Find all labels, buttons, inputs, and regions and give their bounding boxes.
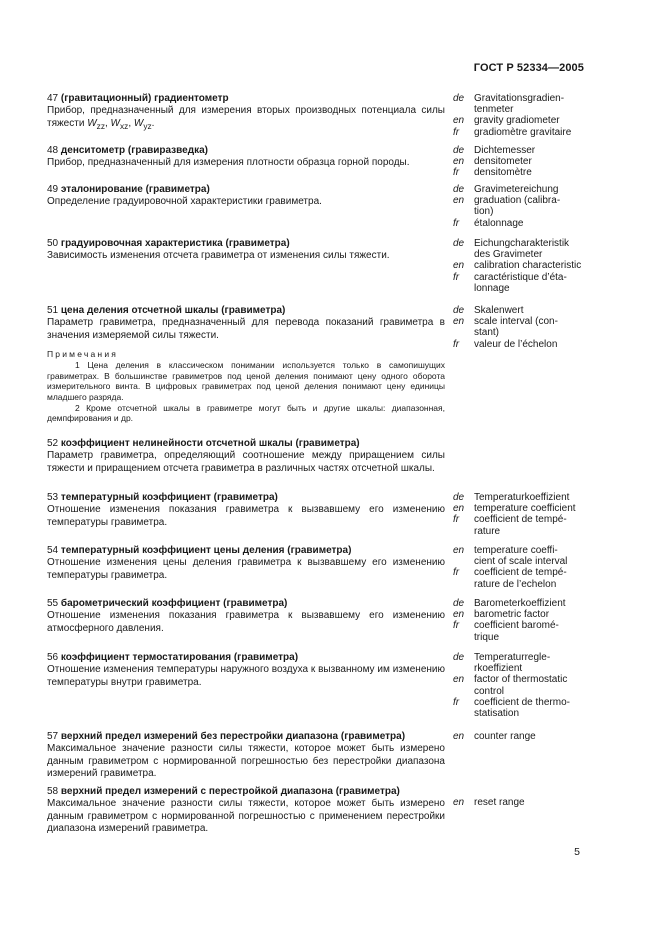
foreign-term: [453, 206, 631, 217]
foreign-term: [453, 316, 631, 327]
notes-body: [47, 360, 445, 424]
term-number: 58: [47, 786, 61, 797]
term-name: температурный коэффициент цены деления (гравиметра): [60, 545, 352, 556]
term-definition: Отношение изменения цены деления гравиметра к вызвавшему его изменению температуры гравиметра.: [47, 557, 445, 581]
term-number: 57: [47, 731, 61, 742]
language-code: en: [453, 731, 465, 742]
foreign-term: [453, 609, 631, 620]
foreign-term-text: tenmeter: [474, 104, 514, 116]
term-definition: Параметр гравиметра, предназначенный для перевода показаний гравиметра в значения измеряемой силы тяжести.: [47, 317, 445, 341]
language-code: de: [453, 492, 465, 503]
foreign-term: [453, 305, 631, 316]
term-title: [47, 438, 445, 450]
foreign-term: [453, 195, 631, 206]
language-code: en: [453, 195, 465, 207]
language-code: [453, 327, 474, 338]
foreign-term: [453, 272, 631, 283]
term-definition: Определение градуировочной характеристики гравиметра.: [47, 196, 322, 208]
foreign-term: [453, 674, 631, 685]
language-code: [453, 283, 474, 294]
foreign-term-text: rkoeffizient: [474, 663, 523, 675]
term-definition: Зависимость изменения отсчета гравиметра от изменения силы тяжести.: [47, 250, 390, 262]
language-code: de: [453, 145, 465, 156]
foreign-term-text: coefficient baromé-: [474, 620, 559, 632]
language-code: fr: [453, 126, 460, 138]
language-code: [453, 556, 474, 567]
term-definition: Прибор, предназначенный для измерения вторых производных потенциала силы тяжести $W_{zz}$, $W_{xz}$, $W_{yz}$.: [47, 105, 445, 131]
foreign-term-text: Dichtemesser: [474, 145, 536, 156]
term-definition-block: [47, 786, 445, 835]
foreign-term: [453, 492, 631, 503]
term-title: [47, 238, 445, 250]
term-name: коэффициент нелинейности отсчетной шкалы (гравиметра): [60, 438, 360, 449]
foreign-equivalents: [453, 731, 631, 742]
language-code: [453, 786, 474, 797]
term-title: [47, 184, 445, 196]
foreign-term-text: Gravitationsgradien-: [474, 93, 565, 104]
term-definition: Максимальное значение разности силы тяжести, которое может быть измерено данным гравиметром с нормированной погрешностью без перестройки диапазона измерений гравиметра.: [47, 743, 445, 779]
foreign-term-text: [474, 786, 631, 797]
language-code: en: [453, 316, 465, 328]
language-code: [453, 526, 474, 537]
foreign-term: [453, 127, 631, 138]
language-code: en: [453, 115, 465, 127]
language-code: de: [453, 305, 465, 316]
language-code: en: [453, 545, 465, 556]
foreign-term-text: Skalenwert: [474, 305, 524, 316]
foreign-term-text: counter range: [474, 731, 536, 742]
foreign-term-text: factor of thermostatic: [474, 674, 568, 686]
language-code: en: [453, 609, 465, 621]
language-code: [453, 632, 474, 643]
term-definition-block: [47, 545, 445, 582]
foreign-term-text: tion): [474, 206, 494, 218]
language-code: fr: [453, 217, 460, 229]
term-number: 54: [47, 545, 61, 556]
term-name: эталонирование (гравиметра): [60, 184, 210, 195]
foreign-term: [453, 598, 631, 609]
foreign-term: [453, 697, 631, 708]
foreign-term-text: statisation: [474, 708, 520, 720]
language-code: en: [453, 797, 465, 809]
language-code: fr: [453, 696, 460, 708]
foreign-term: [453, 567, 631, 578]
term-title: [47, 145, 445, 157]
term-definition: Максимальное значение разности силы тяжести, которое может быть измерено данным гравиметром с нормированной погрешностью с применением перестройки диапазона измерений гравиметра.: [47, 798, 445, 834]
foreign-equivalents: [453, 238, 631, 294]
foreign-equivalents: [453, 545, 631, 590]
foreign-term: [453, 632, 631, 643]
foreign-equivalents: [453, 305, 631, 350]
page-number: 5: [574, 846, 580, 858]
document-code: ГОСТ Р 52334—2005: [473, 62, 584, 74]
foreign-term-text: graduation (calibra-: [474, 195, 561, 207]
foreign-term: [453, 218, 631, 229]
term-number: 53: [47, 492, 61, 503]
term-name: барометрический коэффициент (гравиметра): [60, 598, 288, 609]
foreign-term: [453, 115, 631, 126]
language-code: [453, 104, 474, 115]
term-number: 50: [47, 238, 61, 249]
foreign-term: [453, 156, 631, 167]
foreign-term-text: lonnage: [474, 282, 510, 294]
term-number: 56: [47, 652, 61, 663]
term-number: 47: [47, 93, 61, 104]
term-name: (гравитационный) градиентометр: [60, 93, 229, 104]
foreign-term-text: trique: [474, 631, 500, 643]
language-code: [453, 708, 474, 719]
foreign-equivalents: [453, 786, 631, 808]
term-definition-block: [47, 145, 445, 170]
foreign-equivalents: [453, 145, 631, 179]
foreign-term: [453, 249, 631, 260]
foreign-term: [453, 526, 631, 537]
language-code: de: [453, 184, 465, 195]
foreign-term: [453, 167, 631, 178]
language-code: de: [453, 598, 465, 609]
foreign-term: [453, 260, 631, 271]
foreign-term: [453, 503, 631, 514]
foreign-term-text: Gravimetereichung: [474, 184, 559, 195]
term-name: верхний предел измерений без перестройки диапазона (гравиметра): [60, 731, 406, 742]
notes-heading: Примечания: [47, 348, 119, 359]
foreign-term-text: Barometerkoeffizient: [474, 598, 566, 609]
term-number: 52: [47, 438, 61, 449]
foreign-term-text: densitomètre: [474, 167, 532, 179]
foreign-term: [453, 663, 631, 674]
foreign-term: [453, 145, 631, 156]
foreign-term-text: rature: [474, 525, 501, 537]
foreign-term-text: coefficient de thermo-: [474, 696, 570, 708]
term-title: [47, 305, 445, 317]
language-code: de: [453, 652, 465, 663]
foreign-term-text: coefficient de tempé-: [474, 514, 567, 526]
term-definition: Отношение изменения показания гравиметра к вызвавшему его изменению атмосферного давления.: [47, 610, 445, 634]
term-title: [47, 93, 445, 105]
term-title: [47, 598, 445, 610]
foreign-term-text: Temperaturregle-: [474, 652, 551, 663]
foreign-term: [453, 786, 631, 797]
term-title: [47, 652, 445, 664]
foreign-term-text: reset range: [474, 797, 525, 809]
term-definition-block: [47, 652, 445, 689]
foreign-term-text: étalonnage: [474, 217, 524, 229]
foreign-term: [453, 797, 631, 808]
foreign-term: [453, 104, 631, 115]
foreign-equivalents: [453, 93, 631, 138]
language-code: [453, 206, 474, 217]
term-name: верхний предел измерений с перестройкой диапазона (гравиметра): [60, 786, 400, 797]
note-item: 2 Кроме отсчетной шкалы в гравиметре могут быть и другие шкалы: диапазонная, демпфирования и др.: [47, 402, 445, 424]
language-code: en: [453, 503, 465, 515]
foreign-term-text: scale interval (con-: [474, 316, 558, 328]
term-definition-block: [47, 93, 445, 132]
foreign-term: [453, 545, 631, 556]
foreign-term-text: stant): [474, 327, 500, 339]
foreign-term-text: gradiomètre gravitaire: [474, 126, 572, 138]
foreign-term: [453, 556, 631, 567]
foreign-term-text: temperature coefficient: [474, 503, 576, 515]
term-definition: Отношение изменения температуры наружного воздуха к вызванному им изменению температуры внутри гравиметра.: [47, 664, 445, 688]
language-code: fr: [453, 620, 460, 632]
foreign-equivalents: [453, 184, 631, 229]
term-definition: Прибор, предназначенный для измерения плотности образца горной породы.: [47, 157, 410, 169]
foreign-term-text: control: [474, 685, 505, 697]
term-name: денситометр (гравиразведка): [60, 145, 208, 156]
foreign-term: [453, 339, 631, 350]
term-name: температурный коэффициент (гравиметра): [60, 492, 278, 503]
language-code: de: [453, 93, 465, 104]
term-definition-block: [47, 305, 445, 424]
language-code: de: [453, 238, 465, 249]
foreign-term-text: Temperaturkoeffizient: [474, 492, 570, 503]
term-number: 55: [47, 598, 61, 609]
note-item: 1 Цена деления в классическом понимании используется только в самопишущих гравиметрах. В большинстве гравиметров под ценой деления понимают цену одного оборота измерительного винта. В цифровых гравиметрах под ценой деления понимают цену единицы младшего разряда.: [47, 360, 445, 402]
foreign-term: [453, 579, 631, 590]
foreign-term-text: cient of scale interval: [474, 556, 568, 568]
term-definition-block: [47, 731, 445, 780]
term-definition: Отношение изменения показания гравиметра к вызвавшему его изменению температуры гравиметра.: [47, 504, 445, 528]
language-code: fr: [453, 514, 460, 526]
foreign-term: [453, 327, 631, 338]
foreign-term-text: Eichungcharakteristik: [474, 238, 570, 249]
foreign-term-text: densitometer: [474, 156, 532, 168]
foreign-equivalents: [453, 492, 631, 537]
term-number: 48: [47, 145, 61, 156]
term-definition-block: [47, 492, 445, 529]
foreign-term: [453, 184, 631, 195]
term-definition: Параметр гравиметра, определяющий соотношение между приращением силы тяжести и приращением отсчета гравиметра в различных частях отсчетной шкалы.: [47, 450, 445, 474]
language-code: en: [453, 674, 465, 686]
term-definition-block: [47, 184, 445, 209]
foreign-term-text: rature de l’echelon: [474, 578, 557, 590]
foreign-term-text: calibration characteristic: [474, 260, 582, 272]
language-code: fr: [453, 567, 460, 579]
language-code: fr: [453, 271, 460, 283]
language-code: [453, 663, 474, 674]
foreign-term-text: barometric factor: [474, 609, 550, 621]
foreign-term-text: valeur de l’échelon: [474, 338, 558, 350]
language-code: fr: [453, 167, 460, 179]
term-number: 51: [47, 305, 61, 316]
term-definition-block: [47, 238, 445, 263]
foreign-term-text: caractéristique d’éta-: [474, 271, 567, 283]
term-definition-block: [47, 438, 445, 475]
term-name: коэффициент термостатирования (гравиметра): [60, 652, 299, 663]
term-name: цена деления отсчетной шкалы (гравиметра): [60, 305, 286, 316]
language-code: [453, 249, 474, 260]
foreign-term: [453, 238, 631, 249]
foreign-term: [453, 731, 631, 742]
term-title: [47, 731, 445, 743]
foreign-term: [453, 93, 631, 104]
language-code: [453, 686, 474, 697]
term-name: градуировочная характеристика (гравиметра): [60, 238, 290, 249]
foreign-term: [453, 708, 631, 719]
language-code: fr: [453, 338, 460, 350]
term-definition-block: [47, 598, 445, 635]
foreign-term: [453, 514, 631, 525]
term-title: [47, 786, 445, 798]
term-number: 49: [47, 184, 61, 195]
foreign-equivalents: [453, 598, 631, 643]
foreign-equivalents: [453, 652, 631, 719]
foreign-term-text: coefficient de tempé-: [474, 567, 567, 579]
foreign-term: [453, 620, 631, 631]
language-code: en: [453, 260, 465, 272]
foreign-term-text: gravity gradiometer: [474, 115, 560, 127]
language-code: en: [453, 156, 465, 168]
language-code: [453, 579, 474, 590]
foreign-term: [453, 283, 631, 294]
foreign-term: [453, 652, 631, 663]
term-title: [47, 492, 445, 504]
term-title: [47, 545, 445, 557]
foreign-term: [453, 686, 631, 697]
foreign-term-text: des Gravimeter: [474, 249, 543, 261]
foreign-term-text: temperature coeffi-: [474, 545, 558, 556]
